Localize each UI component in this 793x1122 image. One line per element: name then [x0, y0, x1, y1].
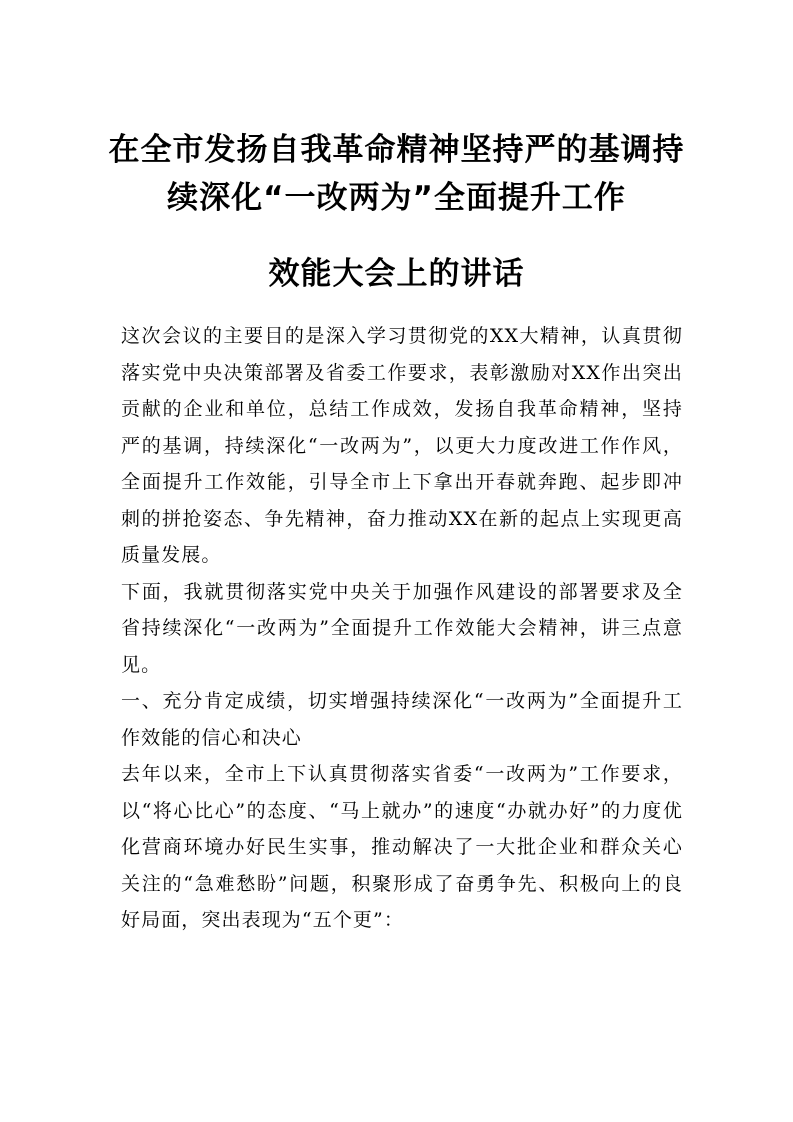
- paragraph-intro: 这次会议的主要目的是深入学习贯彻党的XX大精神，认真贯彻落实党中央决策部署及省委工作要求，表彰激励对XX作出突出贡献的企业和单位，总结工作成效，发扬自我革命精神，坚持严的基调，持续深化“一改两为”，以更大力度改进工作作风，全面提升工作效能，引导全市上下拿出开春就奔跑、起步即冲刺的拼抢姿态、争先精神，奋力推动XX在新的起点上实现更高质量发展。: [121, 325, 683, 566]
- title-line-1: 在全市发扬自我革命精神坚持严的基调持: [108, 132, 685, 168]
- paragraph-achievements: 去年以来，全市上下认真贯彻落实省委“一改两为”工作要求，以“将心比心”的态度、“马上就办”的速度“办就办好”的力度优化营商环境办好民生实事，推动解决了一大批企业和群众关心关注的“急难愁盼”问题，积聚形成了奋勇争先、积极向上的良好局面，突出表现为“五个更”：: [121, 763, 683, 931]
- document-body: [121, 318, 683, 939]
- paragraph-outline: 下面，我就贯彻落实党中央关于加强作风建设的部署要求及全省持续深化“一改两为”全面提升工作效能大会精神，讲三点意见。: [121, 580, 683, 676]
- section-heading-1: 一、充分肯定成绩，切实增强持续深化“一改两为”全面提升工作效能的信心和决心: [121, 690, 683, 749]
- title-line-3: 效能大会上的讲话: [268, 256, 525, 292]
- title-line-2: 续深化“一改两为”全面提升工作: [167, 180, 626, 216]
